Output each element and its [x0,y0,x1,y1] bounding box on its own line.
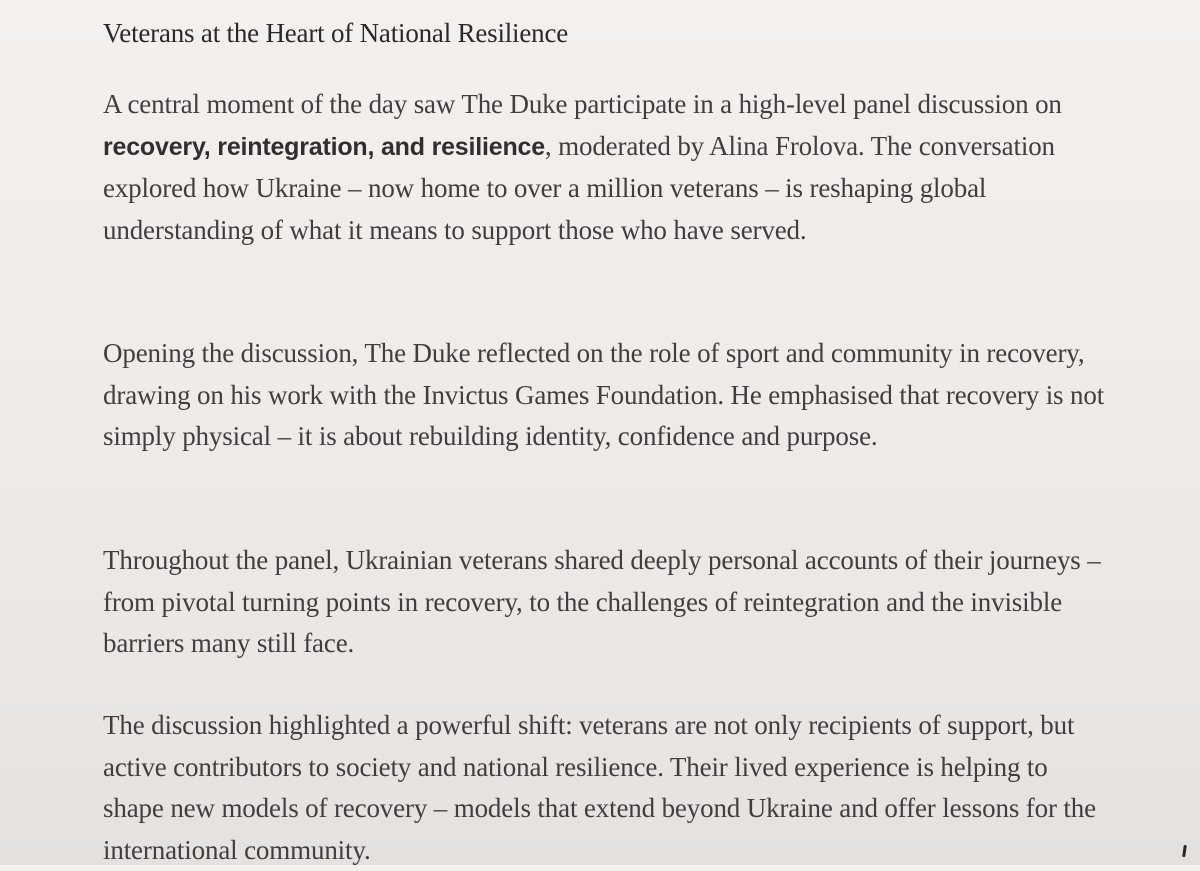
paragraph-1-bold-text: recovery, reintegration, and resilience [103,132,545,161]
edge-mark [1182,845,1187,857]
paragraph-4: The discussion highlighted a powerful shift: veterans are not only recipients of support, but active contributors to society and national resilience. Their lived experience is helping to shape new models of recovery – models that extend beyond Ukraine and offer lessons for the international community. [103,710,1096,865]
paragraph-1-text-start: A central moment of the day saw The Duke participate in a high-level panel discussion on [103,89,1062,119]
paragraph-3: Throughout the panel, Ukrainian veterans shared deeply personal accounts of their journeys – from pivotal turning points in recovery, to the challenges of reintegration and the invisible barriers many still face. [103,545,1101,658]
paragraph-1-text-end: , moderated by Alina Frolova. The conversation explored how Ukraine – now home to over a million veterans – is reshaping global understanding of what it means to support those who have served. [103,130,1055,245]
paragraph-2: Opening the discussion, The Duke reflected on the role of sport and community in recovery, drawing on his work with the Invictus Games Foundation. He emphasised that recovery is not simply physical – it is about rebuilding identity, confidence and purpose. [103,338,1105,451]
paragraph-1 [103,84,1083,251]
article-body [103,16,1123,865]
section-heading: Veterans at the Heart of National Resilience [103,18,569,48]
